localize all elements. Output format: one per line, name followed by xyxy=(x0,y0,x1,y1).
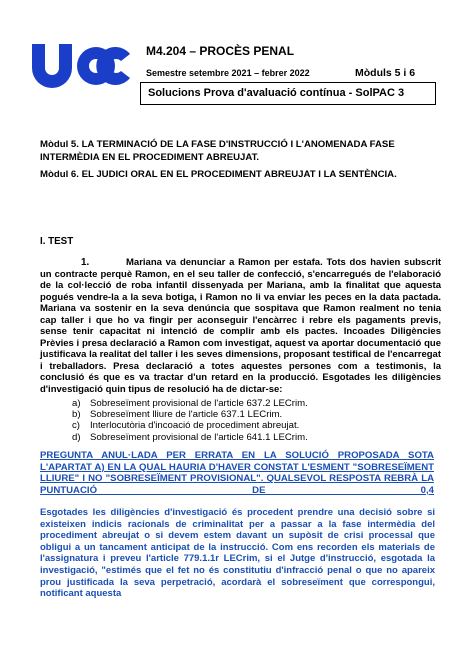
module-6-heading: Mòdul 6. EL JUDICI ORAL EN EL PROCEDIMENT ABREUJAT I LA SENTÈNCIA. xyxy=(40,169,397,180)
section-title: I. TEST xyxy=(40,236,74,247)
option-d xyxy=(72,432,308,443)
modules-label: Mòduls 5 i 6 xyxy=(355,67,416,79)
option-a xyxy=(72,398,308,409)
options-list xyxy=(72,398,308,443)
option-letter: a) xyxy=(72,398,81,409)
question-text: Mariana va denunciar a Ramon per estafa. Tots dos havien subscrit un contracte perquè Ramon, en el seu taller de confecció, s'encarregués de l'elaboració de la col·lecció de roba infantil dissenyada per Mariana, amb la finalitat que aquesta pogués vendre-la a la seva botiga, i Ramon no li va enviar les peces en la data pactada. Mariana va sostenir en la seva denúncia que sospitava que Ramon realment no tenia cap taller i que ho va fingir per aconseguir l'encàrrec i rebre els pagaments previs, sense tenir capacitat ni intenció de complir amb els pactes. Incoades Diligències Prèvies i presa declaració a Ramon com investigat, aquest va aportar documentació que justificava la realitat del taller i les seves dimensions, proposant testifical de l'encarregat i treballadors. Presa declaració a totes aquestes persones com a testimonis, la conclusió és que es va tractar d'un retard en la producció. Esgotades les diligències d'investigació quin tipus de resolució ha de dictar-se: xyxy=(40,257,441,395)
option-b xyxy=(72,409,308,420)
option-text: Sobreseïment lliure de l'article 637.1 LECrim. xyxy=(90,409,283,421)
module-5-heading: Mòdul 5. LA TERMINACIÓ DE LA FASE D'INSTRUCCIÓ I L'ANOMENADA FASE INTERMÈDIA EN EL PROCEDIMENT ABREUJAT. xyxy=(40,139,395,163)
option-letter: c) xyxy=(72,420,80,432)
annulled-note: PREGUNTA ANUL·LADA PER ERRATA EN LA SOLUCIÓ PROPOSADA SOTA L'APARTAT A) EN LA QUAL HAURIA D'HAVER CONSTAT L'ESMENT "SOBRESEÏMENT LLIURE" I NO "SOBRESEÏMENT PROVISIONAL". QUALSEVOL RESPOSTA REBRÀ LA PUNTUACIÓ DE 0,4 xyxy=(40,450,434,496)
option-text: Sobreseïment provisional de l'article 637.2 LECrim. xyxy=(90,398,308,409)
course-title: M4.204 – PROCÈS PENAL xyxy=(146,44,295,58)
answer-explanation: Esgotades les diligències d'investigació és procedent prendre una decisió sobre si existeixen indicis racionals de criminalitat per a passar a la fase intermèdia del procediment abreujat o si devem estem davant un supòsit de crisi processal que obligui a un tancament anticipat de la instrucció. Com ens recorden els materials de l'assignatura i preveu l'article 779.1.1r LECrim, si el Jutge d'instrucció, esgotada la investigació, "estimés que el fet no és constitutiu d'infracció penal o que no apareix prou justificada la seva perpetració, acordarà el sobreseïment que correspongui, notificant aquesta xyxy=(40,507,435,600)
option-text: Interlocutòria d'incoació de procediment abreujat. xyxy=(90,420,300,432)
option-text: Sobreseïment provisional de l'article 641.1 LECrim. xyxy=(90,431,308,443)
solutions-title: Solucions Prova d'avaluació contínua - SolPAC 3 xyxy=(148,87,405,99)
option-letter: b) xyxy=(72,409,81,421)
option-letter: d) xyxy=(72,431,81,443)
semester-label: Semestre setembre 2021 – febrer 2022 xyxy=(146,68,310,78)
question-number: 1. xyxy=(81,257,90,268)
uoc-logo xyxy=(30,42,130,88)
option-c xyxy=(72,420,308,431)
